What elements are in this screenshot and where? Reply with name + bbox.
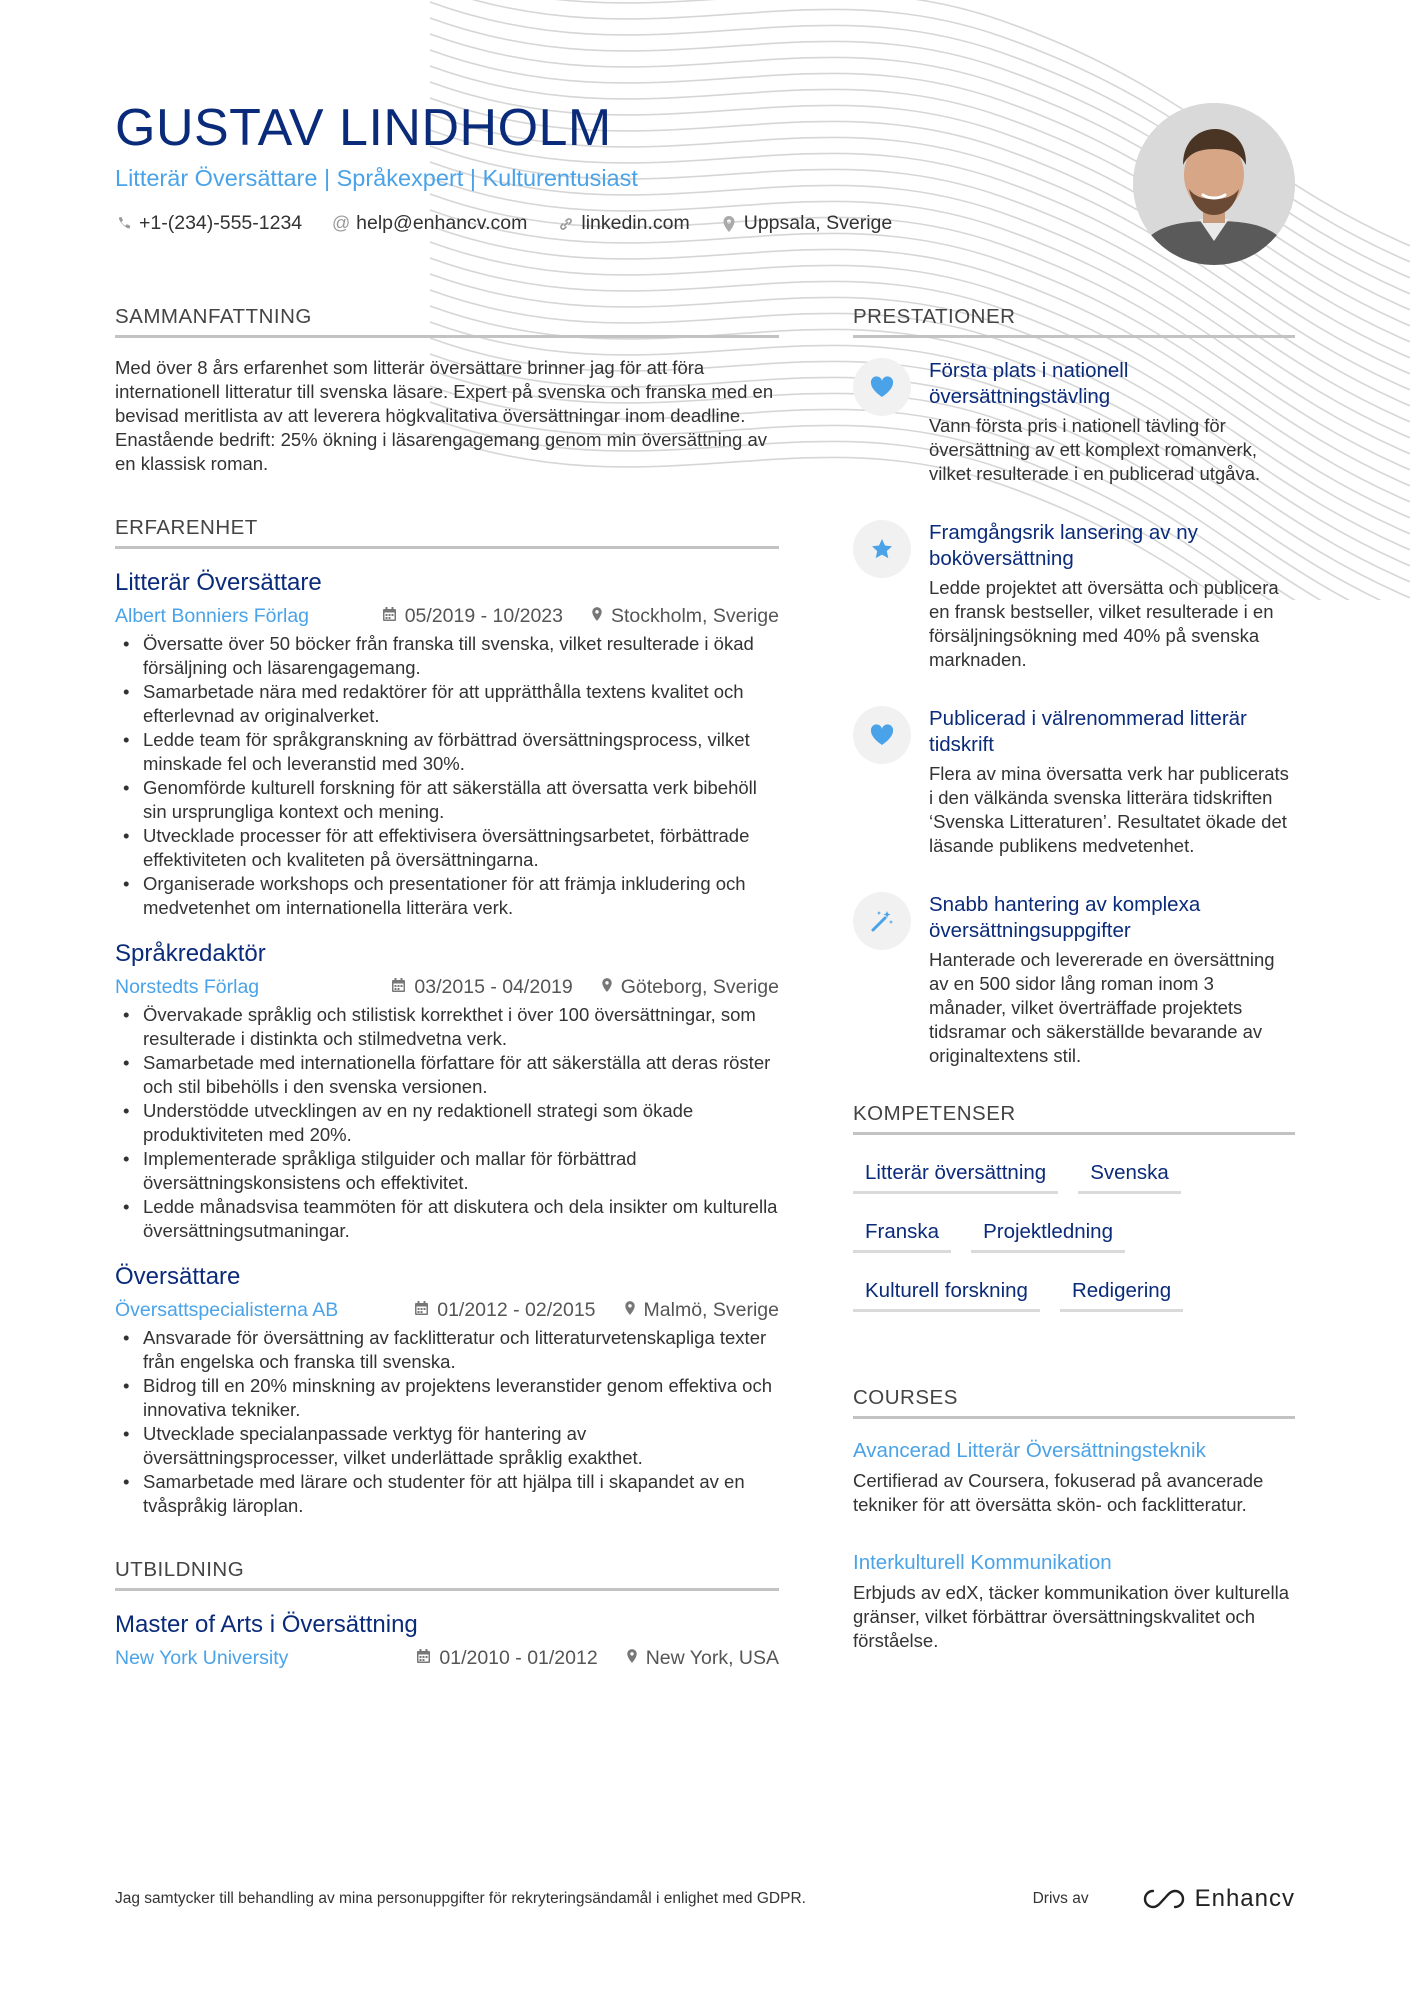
location-pin-icon	[720, 215, 738, 233]
experience-entry	[115, 569, 779, 920]
skill-tag: Svenska	[1078, 1161, 1181, 1194]
achievement-title: Snabb hantering av komplexa översättningsuppgifter	[929, 893, 1201, 942]
job-dates-text: 03/2015 - 04/2019	[414, 976, 573, 998]
course-description: Certifierad av Coursera, fokuserad på avancerade tekniker för att översätta skön- och facklitteratur.	[853, 1470, 1264, 1515]
job-location-text: Stockholm, Sverige	[611, 605, 779, 627]
education-dates	[416, 1647, 597, 1670]
course-title: Interkulturell Kommunikation	[853, 1551, 1112, 1574]
job-title: Översättare	[115, 1263, 241, 1290]
achievement-body	[929, 520, 1295, 672]
job-bullet: • Understödde utvecklingen av en ny redaktionell strategi som ökade produktiviteten med 20%.	[115, 1099, 779, 1147]
company-name: Norstedts Förlag	[115, 976, 260, 998]
achievement-description: Flera av mina översatta verk har publicerats i den välkända svenska litterära tidskriften ‘Svenska Litteraturen’. Resultatet ökade det läsande publikens medvetenhet.	[929, 763, 1289, 856]
achievement-item	[853, 706, 1295, 858]
job-bullet: • Ansvarade för översättning av facklitteratur och litteraturvetenskapliga texter från engelska och franska till svenska.	[115, 1326, 779, 1374]
achievement-item	[853, 520, 1295, 672]
achievements-list	[853, 358, 1295, 1068]
phone-icon	[115, 216, 133, 232]
star-icon	[853, 520, 911, 578]
education-section-title: UTBILDNING	[115, 1558, 779, 1591]
education-location	[626, 1647, 779, 1670]
summary-text: Med över 8 års erfarenhet som litterär översättare brinner jag för att föra internationell litteratur till svenska läsare. Expert på svenska och franska med en bevisad meritlista av att leverera högkvalitativa översättningar inom deadline. Enastående bedrift: 25% ökning i läsarengagemang genom min översättning av en klassisk roman.	[115, 357, 774, 474]
job-bullet: • Samarbetade nära med redaktörer för att upprätthålla textens kvalitet och efterlevnad av originalverket.	[115, 680, 779, 728]
experience-entry	[115, 1263, 779, 1518]
experience-section-title: ERFARENHET	[115, 516, 779, 549]
achievement-body	[929, 892, 1295, 1068]
job-bullet: • Utvecklade processer för att effektivisera översättningsarbetet, förbättrade effektiviteten och kvaliteten på översättningarna.	[115, 824, 779, 872]
candidate-tagline: Litterär Översättare | Språkexpert | Kulturentusiast	[115, 165, 638, 192]
calendar-icon	[391, 977, 406, 998]
heart-icon	[853, 358, 911, 416]
experience-section	[115, 516, 779, 1518]
job-bullets	[115, 632, 779, 920]
left-column	[115, 305, 779, 1670]
job-location	[601, 976, 779, 999]
school-name: New York University	[115, 1647, 289, 1669]
linkedin-text: linkedin.com	[581, 212, 690, 235]
achievement-body	[929, 706, 1295, 858]
job-bullet: • Översatte över 50 böcker från franska till svenska, vilket resulterade i ökad försäljning och läsarengagemang.	[115, 632, 779, 680]
achievement-title: Publicerad i välrenommerad litterär tidskrift	[929, 707, 1247, 756]
contact-linkedin[interactable]	[557, 212, 689, 235]
achievement-title: Framgångsrik lansering av ny boköversättning	[929, 521, 1198, 570]
course-item	[853, 1551, 1295, 1653]
courses-list	[853, 1439, 1295, 1653]
skills-section-title: KOMPETENSER	[853, 1102, 1295, 1135]
calendar-icon	[382, 606, 397, 627]
job-bullet: • Ledde team för språkgranskning av förbättrad översättningsprocess, vilket minskade fel och leveranstid med 30%.	[115, 728, 779, 776]
company-name: Albert Bonniers Förlag	[115, 605, 310, 627]
achievement-body	[929, 358, 1295, 486]
right-column	[853, 305, 1295, 1653]
achievement-description: Vann första pris i nationell tävling för översättning av ett komplext romanverk, vilket resulterade i en publicerad utgåva.	[929, 415, 1261, 484]
link-icon	[557, 216, 575, 232]
job-bullet: • Bidrog till en 20% minskning av projektens leveranstider genom effektiva och innovativa tekniker.	[115, 1374, 779, 1422]
job-bullet: • Utvecklade specialanpassade verktyg för hantering av översättningsprocesser, vilket underlättade språklig exakthet.	[115, 1422, 779, 1470]
skills-section	[853, 1102, 1295, 1312]
job-bullet: • Ledde månadsvisa teammöten för att diskutera och dela insikter om kulturella översättningsutmaningar.	[115, 1195, 779, 1243]
job-bullet: • Genomförde kulturell forskning för att säkerställa att översatta verk bibehöll sin ursprungliga kontext och mening.	[115, 776, 779, 824]
education-dates-text: 01/2010 - 01/2012	[439, 1647, 598, 1669]
achievements-section-title: PRESTATIONER	[853, 305, 1295, 338]
achievement-description: Hanterade och levererade en översättning av en 500 sidor lång roman inom 3 månader, vilket överträffade projektets tidsramar och säkerställde bevarande av originaltextens stil.	[929, 949, 1275, 1066]
candidate-name: GUSTAV LINDHOLM	[115, 99, 612, 157]
job-bullets	[115, 1003, 779, 1243]
magic-wand-icon	[853, 892, 911, 950]
job-location-text: Malmö, Sverige	[643, 1299, 779, 1321]
job-dates	[391, 976, 572, 999]
job-bullet: • Övervakade språklig och stilistisk korrekthet i över 100 översättningar, som resulterade i distinkta och stilmedvetna verk.	[115, 1003, 779, 1051]
job-bullet: • Samarbetade med lärare och studenter för att hjälpa till i skapandet av en tvåspråkig läroplan.	[115, 1470, 779, 1518]
skill-tag: Litterär översättning	[853, 1161, 1058, 1194]
course-title: Avancerad Litterär Översättningsteknik	[853, 1439, 1206, 1462]
courses-section	[853, 1386, 1295, 1653]
job-meta	[115, 605, 779, 628]
contact-email[interactable]	[332, 212, 527, 235]
contact-phone[interactable]	[115, 212, 302, 235]
job-bullet: • Organiserade workshops och presentationer för att främja inkludering och medvetenhet om internationella litterära verk.	[115, 872, 779, 920]
job-location-text: Göteborg, Sverige	[620, 976, 779, 998]
skills-list	[853, 1161, 1295, 1312]
phone-text: +1-(234)-555-1234	[139, 212, 303, 235]
location-pin-icon	[626, 1648, 638, 1669]
location-pin-icon	[601, 977, 613, 998]
footer	[115, 1885, 1295, 1913]
job-bullet: • Implementerade språkliga stilguider och mallar för förbättrad översättningskonsistens och effektivitet.	[115, 1147, 779, 1195]
experience-list	[115, 569, 779, 1518]
skill-tag: Franska	[853, 1220, 951, 1253]
email-text: help@enhancv.com	[356, 212, 528, 235]
calendar-icon	[416, 1648, 431, 1669]
profile-photo	[1133, 103, 1295, 265]
experience-entry	[115, 940, 779, 1243]
job-meta	[115, 976, 779, 999]
course-description: Erbjuds av edX, täcker kommunikation över kulturella gränser, vilket förbättrar översättningskvalitet och förståelse.	[853, 1582, 1289, 1651]
enhancv-logo-icon	[1141, 1887, 1187, 1911]
skill-tag: Projektledning	[971, 1220, 1125, 1253]
location-text: Uppsala, Sverige	[743, 212, 893, 235]
location-pin-icon	[624, 1300, 636, 1321]
job-title: Språkredaktör	[115, 940, 266, 967]
job-meta	[115, 1299, 779, 1322]
achievement-title: Första plats i nationell översättningstävling	[929, 359, 1129, 408]
course-item	[853, 1439, 1295, 1517]
job-bullet: • Samarbetade med internationella författare för att säkerställa att deras röster och stil bibehölls i den svenska versionen.	[115, 1051, 779, 1099]
job-bullets	[115, 1326, 779, 1518]
skill-tag: Kulturell forskning	[853, 1279, 1040, 1312]
achievement-description: Ledde projektet att översätta och publicera en fransk bestseller, vilket resulterade i en försäljningsökning med 40% på svenska marknaden.	[929, 577, 1279, 670]
job-dates-text: 01/2012 - 02/2015	[437, 1299, 596, 1321]
education-section	[115, 1558, 779, 1670]
header	[115, 100, 1115, 235]
gdpr-consent: Jag samtycker till behandling av mina personuppgifter för rekryteringsändamål i enlighet med GDPR.	[115, 1890, 806, 1907]
brand-name: Enhancv	[1194, 1885, 1295, 1912]
skill-tag: Redigering	[1060, 1279, 1183, 1312]
heart-icon	[853, 706, 911, 764]
courses-section-title: COURSES	[853, 1386, 1295, 1419]
education-meta	[115, 1647, 779, 1670]
contact-location	[720, 212, 893, 235]
education-location-text: New York, USA	[645, 1647, 779, 1669]
company-name: Översattspecialisterna AB	[115, 1299, 339, 1321]
achievement-item	[853, 358, 1295, 486]
job-dates	[414, 1299, 595, 1322]
achievement-item	[853, 892, 1295, 1068]
powered-by-label: Drivs av	[1032, 1890, 1089, 1907]
job-dates	[382, 605, 563, 628]
job-location	[624, 1299, 779, 1322]
calendar-icon	[414, 1300, 429, 1321]
job-location	[591, 605, 779, 628]
degree-title: Master of Arts i Översättning	[115, 1611, 418, 1638]
at-icon: @	[332, 213, 351, 234]
summary-section-title: SAMMANFATTNING	[115, 305, 779, 338]
education-entry	[115, 1611, 779, 1670]
job-title: Litterär Översättare	[115, 569, 322, 596]
job-dates-text: 05/2019 - 10/2023	[404, 605, 563, 627]
contact-row	[115, 212, 1115, 235]
location-pin-icon	[591, 606, 603, 627]
enhancv-logo[interactable]	[1141, 1885, 1295, 1913]
